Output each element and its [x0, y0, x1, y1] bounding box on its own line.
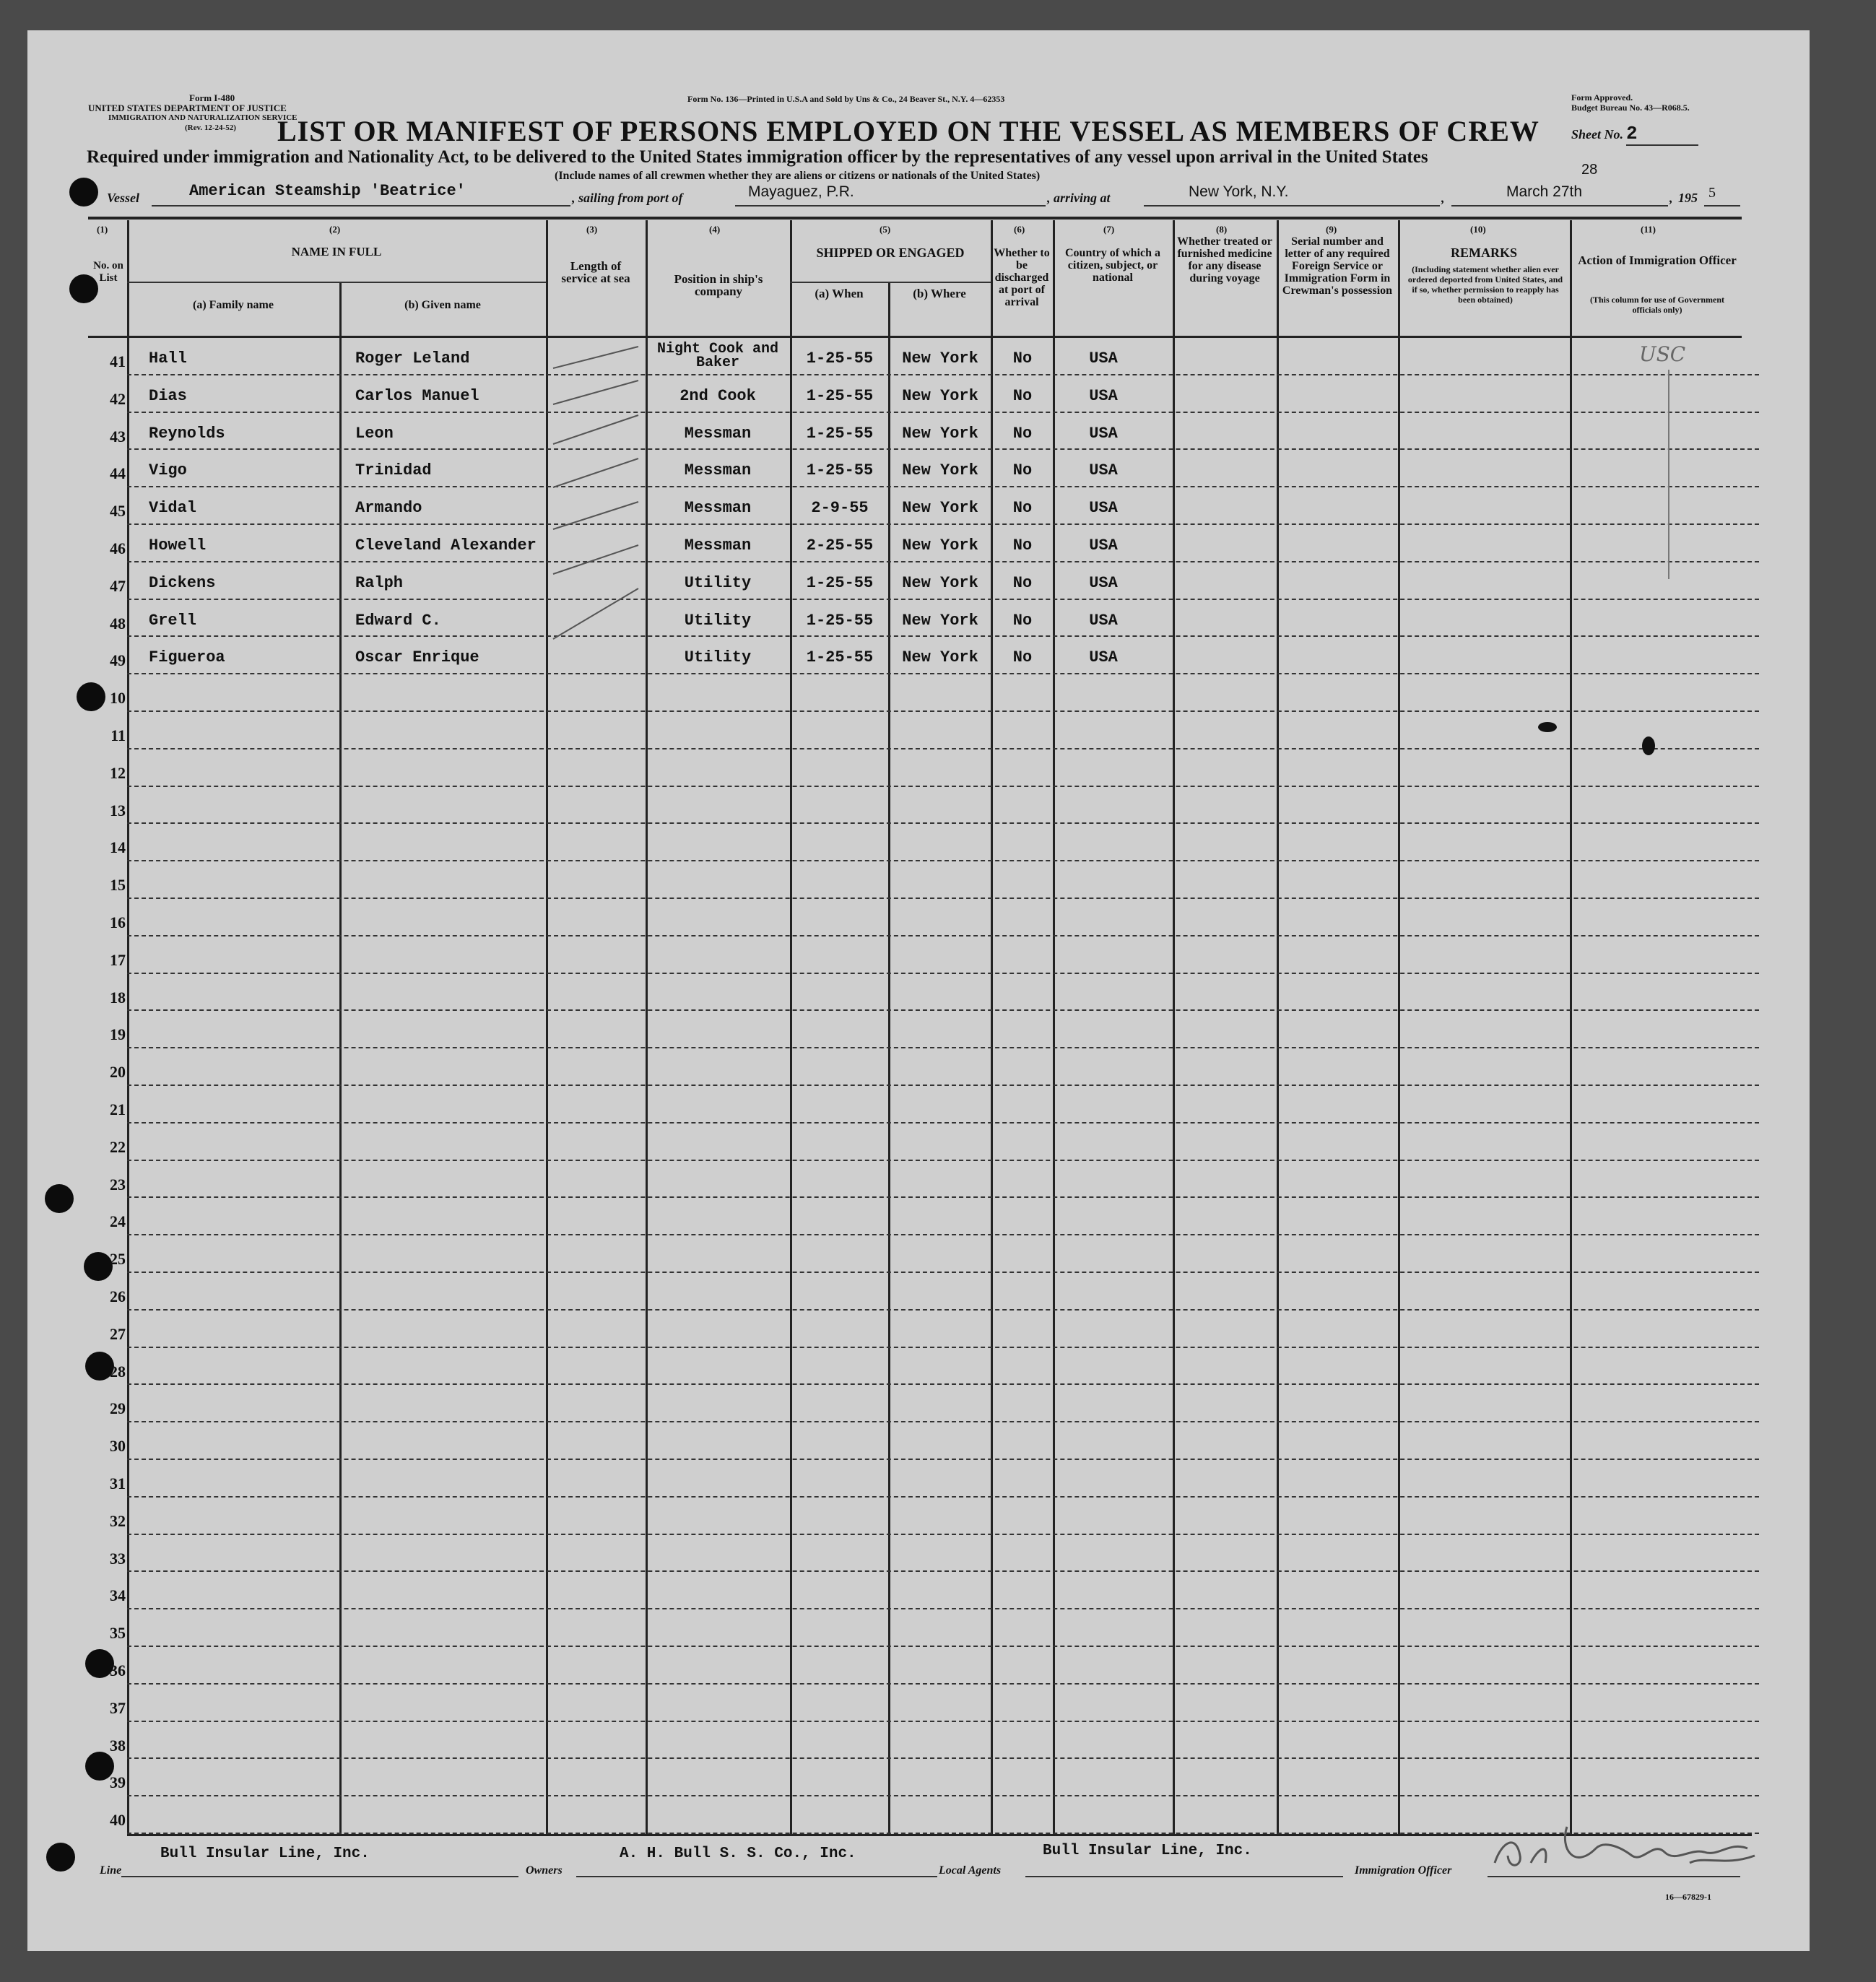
row-number: 30 — [110, 1437, 126, 1456]
row-number: 45 — [110, 502, 126, 521]
col-4-number: (4) — [709, 224, 721, 235]
arrival-date: March 27th — [1506, 183, 1583, 200]
page-title: LIST OR MANIFEST OF PERSONS EMPLOYED ON THE VESSEL AS MEMBERS OF CREW — [277, 115, 1540, 147]
agents-value: Bull Insular Line, Inc. — [1043, 1843, 1252, 1859]
given-name-cell: Edward C. — [355, 611, 441, 630]
discharged-cell: No — [1012, 536, 1033, 555]
sheet-number: 2 — [1626, 123, 1698, 146]
row-rule — [127, 1085, 1759, 1086]
printer-note: Form No. 136—Printed in U.S.A and Sold by Uns & Co., 24 Beaver St., N.Y. 4—62353 — [687, 94, 1005, 104]
row-number: 12 — [110, 763, 126, 782]
row-number: 14 — [110, 838, 126, 857]
col-2b-header: (b) Given name — [404, 299, 481, 311]
country-cell: USA — [1089, 349, 1118, 368]
punch-hole — [69, 178, 98, 207]
position-cell: Messman — [684, 536, 752, 555]
row-number: 41 — [110, 352, 126, 370]
row-rule — [127, 710, 1759, 712]
family-name-cell: Dickens — [149, 573, 216, 592]
position-cell: Utility — [684, 648, 752, 667]
shipped-when-cell: 1-25-55 — [806, 611, 874, 630]
position-cell: Utility — [684, 573, 752, 592]
family-name-cell: Dias — [149, 386, 187, 405]
punch-hole — [45, 1184, 74, 1213]
row-number: 25 — [110, 1250, 126, 1269]
row-rule — [127, 897, 1759, 899]
table-top-rule — [88, 217, 1742, 220]
shipped-when-cell: 1-25-55 — [806, 386, 874, 405]
country-cell: USA — [1089, 424, 1118, 443]
row-rule — [127, 860, 1759, 861]
row-number: 36 — [110, 1661, 126, 1679]
row-rule — [127, 1009, 1759, 1011]
row-rule — [127, 1496, 1759, 1498]
col-6-header: Whether to be discharged at port of arrival — [994, 247, 1050, 308]
row-number: 27 — [110, 1324, 126, 1343]
row-number: 22 — [110, 1137, 126, 1156]
vessel-label: Vessel — [107, 191, 139, 205]
vessel-name: American Steamship 'Beatrice' — [189, 182, 466, 200]
discharged-cell: No — [1012, 349, 1033, 368]
form-code: 16—67829-1 — [1665, 1892, 1711, 1902]
col-10-subheader: (Including statement whether alien ever ordered deported from United States, and if so, whether permission to reapply has been obtained) — [1407, 264, 1563, 305]
discharged-cell: No — [1012, 461, 1033, 480]
sheet-label: Sheet No. 2 — [1571, 123, 1698, 146]
row-number: 49 — [110, 651, 126, 670]
col-4-header: Position in ship's company — [674, 272, 763, 298]
shipped-when-cell: 1-25-55 — [806, 349, 874, 368]
shipped-where-cell: New York — [902, 461, 978, 480]
given-name-cell: Trinidad — [355, 461, 432, 480]
row-rule — [127, 635, 1759, 637]
given-name-cell: Ralph — [355, 573, 404, 592]
ink-stain — [1642, 736, 1655, 755]
col-1-number: (1) — [97, 224, 108, 235]
family-name-cell: Vidal — [149, 499, 197, 518]
shipped-where-cell: New York — [902, 424, 978, 443]
form-number: Form I-480 — [189, 92, 235, 103]
row-rule — [127, 748, 1759, 749]
discharged-cell: No — [1012, 499, 1033, 518]
row-number: 31 — [110, 1474, 126, 1492]
family-name-cell: Reynolds — [149, 424, 225, 443]
row-rule — [127, 448, 1759, 450]
shipped-when-cell: 1-25-55 — [806, 461, 874, 480]
given-name-cell: Carlos Manuel — [355, 386, 479, 405]
family-name-cell: Vigo — [149, 461, 187, 480]
row-rule — [127, 1646, 1759, 1647]
row-rule — [127, 374, 1759, 375]
country-cell: USA — [1089, 648, 1118, 667]
officer-annotation: USC — [1639, 342, 1686, 366]
row-rule — [127, 786, 1759, 787]
col-11-number: (11) — [1641, 224, 1656, 235]
country-cell: USA — [1089, 386, 1118, 405]
row-rule — [127, 935, 1759, 936]
row-number: 16 — [110, 913, 126, 931]
table-header-rule — [88, 336, 1742, 338]
col-10-header: REMARKS — [1450, 245, 1517, 260]
family-name-cell: Howell — [149, 536, 207, 555]
position-cell: Night Cook and Baker — [656, 341, 779, 371]
row-rule — [127, 1122, 1759, 1123]
row-number: 42 — [110, 389, 126, 408]
annotation-line — [1668, 370, 1669, 579]
shipped-when-cell: 2-25-55 — [806, 536, 874, 555]
row-number: 11 — [110, 726, 126, 744]
budget-number: Budget Bureau No. 43—R068.5. — [1571, 103, 1690, 113]
sailing-label: , sailing from port of — [572, 191, 683, 205]
shipped-where-cell: New York — [902, 536, 978, 555]
shipped-when-cell: 1-25-55 — [806, 648, 874, 667]
department-name: UNITED STATES DEPARTMENT OF JUSTICE — [88, 103, 287, 113]
row-rule — [127, 1795, 1759, 1796]
line-value: Bull Insular Line, Inc. — [160, 1846, 370, 1862]
form-revision: (Rev. 12-24-52) — [185, 123, 236, 132]
shipped-where-cell: New York — [902, 611, 978, 630]
shipped-when-cell: 1-25-55 — [806, 424, 874, 443]
row-rule — [127, 1721, 1759, 1722]
row-number: 33 — [110, 1549, 126, 1568]
col-6-number: (6) — [1014, 224, 1025, 235]
row-number: 48 — [110, 614, 126, 633]
owners-label: Owners — [526, 1864, 563, 1877]
family-name-cell: Hall — [149, 349, 187, 368]
family-name-cell: Figueroa — [149, 648, 225, 667]
officer-signature — [1488, 1812, 1769, 1885]
col-8-number: (8) — [1216, 224, 1228, 235]
line-label: Line — [100, 1864, 122, 1877]
row-rule — [127, 673, 1759, 674]
col-8-header: Whether treated or furnished medicine for any disease during voyage — [1177, 235, 1272, 284]
row-number: 44 — [110, 464, 126, 483]
punch-hole — [46, 1843, 75, 1872]
col-5-number: (5) — [880, 224, 891, 235]
row-rule — [127, 1383, 1759, 1385]
shipped-where-cell: New York — [902, 499, 978, 518]
row-number: 34 — [110, 1586, 126, 1605]
col-3-header: Length of service at sea — [561, 259, 630, 285]
sailing-port: Mayaguez, P.R. — [748, 183, 854, 200]
col-9-header: Serial number and letter of any required Foreign Service or Immigration Form in Crewman's possession — [1282, 235, 1393, 297]
row-rule — [127, 1234, 1759, 1235]
owners-value: A. H. Bull S. S. Co., Inc. — [620, 1846, 856, 1862]
shipped-when-cell: 2-9-55 — [811, 499, 869, 518]
row-rule — [127, 1757, 1759, 1759]
country-cell: USA — [1089, 499, 1118, 518]
manifest-paper — [27, 30, 1810, 1951]
shipped-where-cell: New York — [902, 648, 978, 667]
col-9-number: (9) — [1326, 224, 1337, 235]
row-rule — [127, 1459, 1759, 1460]
row-number: 26 — [110, 1287, 126, 1305]
discharged-cell: No — [1012, 611, 1033, 630]
country-cell: USA — [1089, 461, 1118, 480]
date-correction: 28 — [1581, 162, 1598, 178]
row-rule — [127, 523, 1759, 525]
row-number: 29 — [110, 1399, 126, 1418]
shipped-where-cell: New York — [902, 573, 978, 592]
row-rule — [127, 1534, 1759, 1535]
family-name-cell: Grell — [149, 611, 197, 630]
row-number: 39 — [110, 1773, 126, 1792]
col-5b-header: (b) Where — [913, 287, 966, 300]
year-suffix: 5 — [1708, 185, 1716, 201]
row-number: 28 — [110, 1362, 126, 1381]
page-note: (Include names of all crewmen whether they are aliens or citizens or nationals of the United States) — [555, 170, 1041, 182]
row-number: 19 — [110, 1025, 126, 1044]
year-prefix: 195 — [1678, 191, 1698, 205]
agents-label: Local Agents — [939, 1864, 1002, 1877]
row-number: 21 — [110, 1100, 126, 1118]
discharged-cell: No — [1012, 648, 1033, 667]
col-10-number: (10) — [1470, 224, 1486, 235]
col-2-header: NAME IN FULL — [291, 245, 382, 258]
form-approval: Form Approved. — [1571, 92, 1633, 103]
country-cell: USA — [1089, 611, 1118, 630]
row-rule — [127, 1347, 1759, 1348]
position-cell: Messman — [684, 499, 752, 518]
row-rule — [127, 412, 1759, 413]
arriving-label: , arriving at — [1047, 191, 1111, 205]
col-5-header: SHIPPED OR ENGAGED — [816, 245, 965, 260]
row-number: 43 — [110, 427, 126, 445]
col-2a-header: (a) Family name — [193, 299, 274, 311]
row-rule — [127, 486, 1759, 487]
row-number: 32 — [110, 1511, 126, 1530]
row-rule — [127, 822, 1759, 824]
row-rule — [127, 1683, 1759, 1685]
col-1-header: No. on List — [93, 260, 123, 284]
discharged-cell: No — [1012, 386, 1033, 405]
row-number: 13 — [110, 801, 126, 820]
officer-label: Immigration Officer — [1355, 1864, 1452, 1877]
country-cell: USA — [1089, 536, 1118, 555]
given-name-cell: Armando — [355, 499, 422, 518]
row-number: 23 — [110, 1175, 126, 1194]
row-rule — [127, 1160, 1759, 1161]
country-cell: USA — [1089, 573, 1118, 592]
position-cell: Utility — [684, 611, 752, 630]
shipped-where-cell: New York — [902, 386, 978, 405]
row-number: 46 — [110, 539, 126, 557]
position-cell: 2nd Cook — [679, 386, 756, 405]
col-3-number: (3) — [586, 224, 598, 235]
row-number: 38 — [110, 1736, 126, 1755]
given-name-cell: Roger Leland — [355, 349, 470, 368]
col-7-number: (7) — [1103, 224, 1115, 235]
row-number: 10 — [110, 689, 126, 708]
col-2-number: (2) — [329, 224, 341, 235]
row-number: 18 — [110, 988, 126, 1007]
col-11-subheader: (This column for use of Government officials only) — [1589, 295, 1725, 315]
given-name-cell: Oscar Enrique — [355, 648, 479, 667]
discharged-cell: No — [1012, 424, 1033, 443]
ink-stain — [1538, 722, 1557, 732]
row-number: 15 — [110, 876, 126, 895]
position-cell: Messman — [684, 424, 752, 443]
row-number: 24 — [110, 1212, 126, 1231]
row-rule — [127, 1309, 1759, 1311]
position-cell: Messman — [684, 461, 752, 480]
given-name-cell: Cleveland Alexander — [355, 536, 537, 555]
service-slash-marks — [546, 336, 646, 653]
row-rule — [127, 1570, 1759, 1572]
discharged-cell: No — [1012, 573, 1033, 592]
given-name-cell: Leon — [355, 424, 394, 443]
row-number: 37 — [110, 1698, 126, 1717]
row-rule — [127, 1047, 1759, 1048]
page-subtitle: Required under immigration and Nationality Act, to be delivered to the United States immigration officer by the representatives of any vessel upon arrival in the United States — [87, 147, 1428, 167]
row-number: 40 — [110, 1811, 126, 1830]
row-rule — [127, 1608, 1759, 1609]
row-number: 17 — [110, 950, 126, 969]
row-rule — [127, 1196, 1759, 1198]
row-number: 35 — [110, 1624, 126, 1643]
row-rule — [127, 599, 1759, 600]
col-7-header: Country of which a citizen, subject, or national — [1064, 247, 1160, 284]
col-11-header: Action of Immigration Officer — [1578, 253, 1737, 267]
shipped-when-cell: 1-25-55 — [806, 573, 874, 592]
arrival-port: New York, N.Y. — [1189, 183, 1289, 200]
row-rule — [127, 1272, 1759, 1273]
row-rule — [127, 1421, 1759, 1422]
row-rule — [127, 561, 1759, 562]
service-name: IMMIGRATION AND NATURALIZATION SERVICE — [108, 113, 298, 122]
row-number: 20 — [110, 1063, 126, 1082]
shipped-where-cell: New York — [902, 349, 978, 368]
col-5a-header: (a) When — [815, 287, 864, 300]
row-rule — [127, 973, 1759, 974]
row-number: 47 — [110, 576, 126, 595]
